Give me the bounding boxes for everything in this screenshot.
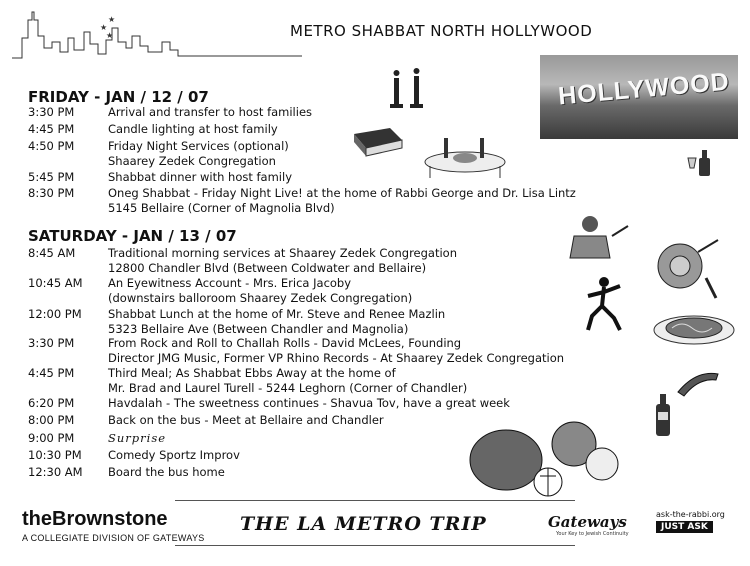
gateways-tagline: Your Key to Jewish Continuity [556,531,629,537]
item-line: Comedy Sportz Improv [108,448,240,462]
dancer-silhouette-icon [584,276,624,332]
list-item [28,105,312,120]
list-item [28,366,467,396]
list-item [28,276,412,306]
item-line: Back on the bus - Meet at Bellaire and Chandler [108,413,384,427]
wine-bottle-icon [686,148,716,178]
item-time: 4:45 PM [28,122,75,136]
item-time: 9:00 PM [28,431,75,445]
list-item [28,307,445,337]
guitar-player-icon [650,238,722,302]
item-line: Shaarey Zedek Congregation [108,154,276,168]
list-item [28,186,576,216]
item-line: 5323 Bellaire Ave (Between Chandler and Magnolia) [108,322,409,336]
item-time: 8:00 PM [28,413,75,427]
list-item [28,465,225,480]
item-line: From Rock and Roll to Challah Rolls - David McLees, Founding [108,336,462,350]
shabbat-table-icon [420,128,510,180]
footer-divider-top [175,500,575,501]
just-ask-badge: JUST ASK [656,521,713,533]
candlesticks-icon [386,66,430,110]
page-title: METRO SHABBAT NORTH HOLLYWOOD [290,22,593,40]
item-time: 4:45 PM [28,366,75,380]
hollywood-sign-text: HOLLYWOOD [557,67,731,111]
list-item [28,139,289,169]
svg-text:★: ★ [100,23,108,32]
friday-heading: FRIDAY - JAN / 12 / 07 [28,88,209,106]
list-item [28,396,510,411]
la-metro-trip-logo: THE LA METRO TRIP [240,513,487,535]
list-item [28,336,564,366]
rabbi-icon [562,214,632,260]
prayer-book-icon [352,126,404,158]
item-line: Surprise [108,431,167,445]
list-item [28,170,292,185]
sports-balls-icon [466,420,626,498]
item-line: 12800 Chandler Blvd (Between Coldwater and Bellaire) [108,261,427,275]
item-line: Friday Night Services (optional) [108,139,289,153]
item-line: Oneg Shabbat - Friday Night Live! at the home of Rabbi George and Dr. Lisa Lintz [108,186,576,200]
item-line: Mr. Brad and Laurel Turell - 5244 Leghorn (Corner of Chandler) [108,381,468,395]
havdalah-icon [646,392,674,438]
item-line: Candle lighting at host family [108,122,278,136]
item-line: 5145 Bellaire (Corner of Magnolia Blvd) [108,201,335,215]
brownstone-tagline: A COLLEGIATE DIVISION OF GATEWAYS [22,533,205,543]
svg-text:★: ★ [106,31,114,40]
footer-divider-bottom [175,545,575,546]
item-time: 12:00 PM [28,307,82,321]
item-line: Board the bus home [108,465,225,479]
brownstone-logo: theBrownstone [22,508,168,530]
item-time: 4:50 PM [28,139,75,153]
list-item [28,246,457,276]
item-line: Third Meal; As Shabbat Ebbs Away at the home of [108,366,396,380]
item-line: Director JMG Music, Former VP Rhino Records - At Shaarey Zedek Congregation [108,351,565,365]
list-item [28,122,278,137]
item-time: 8:30 PM [28,186,75,200]
item-time: 6:20 PM [28,396,75,410]
item-line: Shabbat Lunch at the home of Mr. Steve and Renee Mazlin [108,307,446,321]
challah-icon [652,306,736,348]
city-skyline-icon [12,8,302,66]
item-line: Havdalah - The sweetness continues - Shavua Tov, have a great week [108,396,510,410]
shofar-icon [676,368,720,398]
item-line: An Eyewitness Account - Mrs. Erica Jacoby [108,276,352,290]
item-line: Shabbat dinner with host family [108,170,293,184]
item-time: 10:30 PM [28,448,82,462]
ask-the-rabbi-url: ask-the-rabbi.org [656,510,725,519]
item-line: Arrival and transfer to host families [108,105,313,119]
svg-text:★: ★ [108,15,116,24]
item-time: 8:45 AM [28,246,76,260]
saturday-heading: SATURDAY - JAN / 13 / 07 [28,227,237,245]
list-item [28,431,166,446]
list-item [28,413,384,428]
gateways-logo: Gateways [548,513,627,531]
item-time: 3:30 PM [28,336,75,350]
item-time: 10:45 AM [28,276,83,290]
list-item [28,448,240,463]
item-line: Traditional morning services at Shaarey Zedek Congregation [108,246,457,260]
item-time: 12:30 AM [28,465,83,479]
item-time: 5:45 PM [28,170,75,184]
hollywood-sign-photo [540,55,738,139]
item-time: 3:30 PM [28,105,75,119]
item-line: (downstairs balloroom Shaarey Zedek Congregation) [108,291,413,305]
